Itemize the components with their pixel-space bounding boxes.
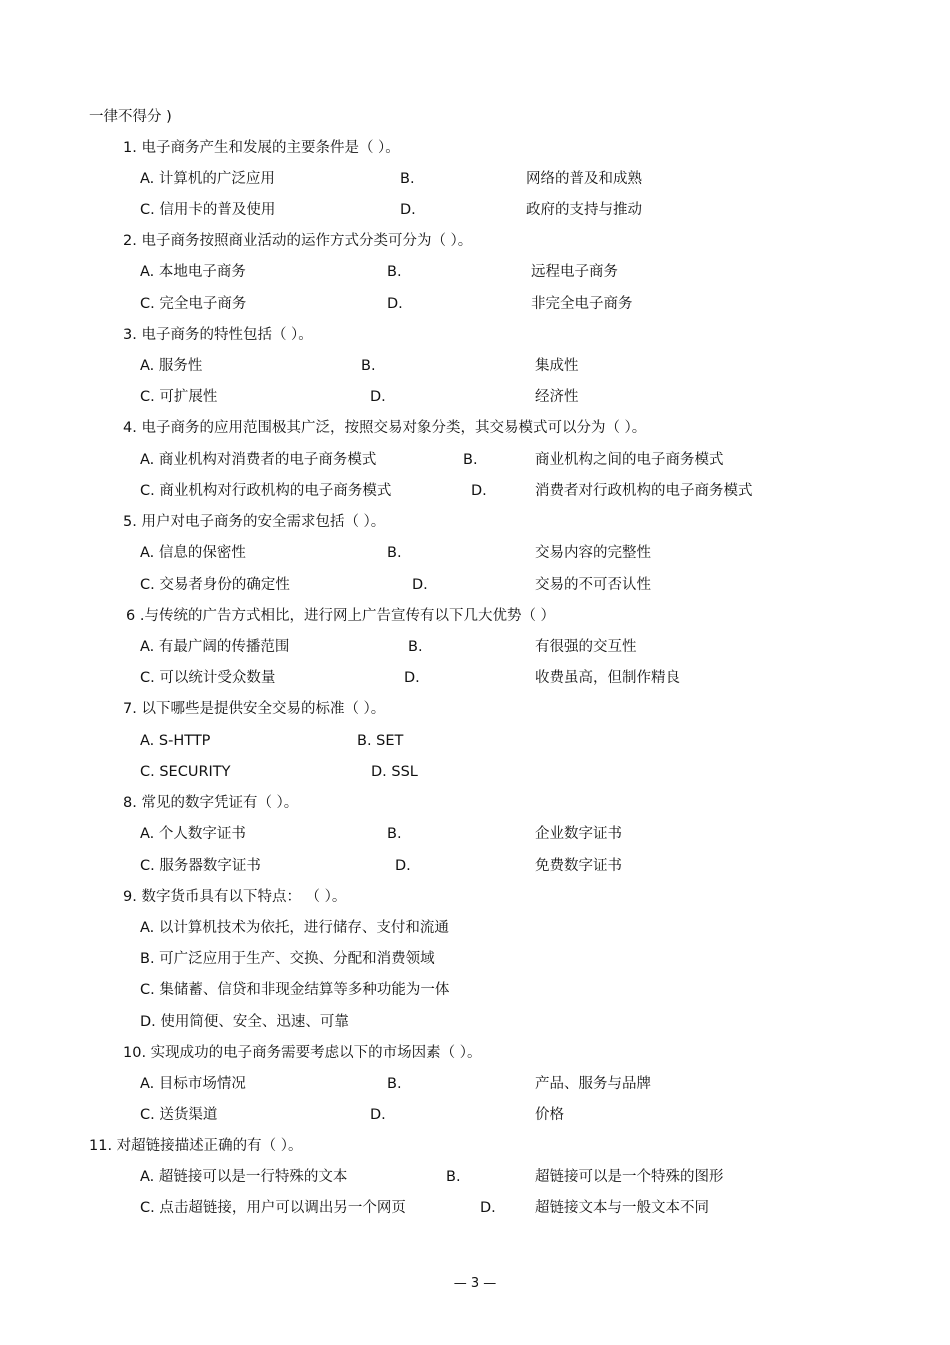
question-9-option-b: B. 可广泛应用于生产、交换、分配和消费领域 [140, 951, 435, 967]
question-2-option-a: A. 本地电子商务 [140, 264, 246, 280]
question-3-option-a: A. 服务性 [140, 358, 203, 374]
question-6-option-b-label: B. [408, 639, 423, 655]
question-8-option-d: 免费数字证书 [535, 858, 622, 874]
question-3-option-d: 经济性 [535, 389, 579, 405]
question-11-option-b-label: B. [446, 1169, 461, 1185]
question-3-option-b-label: B. [361, 358, 376, 374]
question-1-option-a: A. 计算机的广泛应用 [140, 171, 275, 187]
question-6-option-d: 收费虽高，但制作精良 [535, 670, 680, 686]
question-4-option-b-label: B. [463, 452, 478, 468]
question-2-option-d-label: D. [387, 296, 403, 312]
question-1-option-d-label: D. [400, 202, 416, 218]
question-2-option-d: 非完全电子商务 [531, 296, 633, 312]
question-7-option-c: C. SECURITY [140, 764, 231, 780]
question-5-stem: 5. 用户对电子商务的安全需求包括（ ）。 [123, 514, 386, 530]
question-6-stem: 6 .与传统的广告方式相比，进行网上广告宣传有以下几大优势（ ） [126, 608, 556, 624]
question-6-option-d-label: D. [404, 670, 420, 686]
question-11-option-d-label: D. [480, 1200, 496, 1216]
question-1-option-d: 政府的支持与推动 [526, 202, 642, 218]
question-5-option-c: C. 交易者身份的确定性 [140, 577, 290, 593]
question-5-option-a: A. 信息的保密性 [140, 545, 246, 561]
question-9-option-a: A. 以计算机技术为依托，进行储存、支付和流通 [140, 920, 449, 936]
question-7-stem: 7. 以下哪些是提供安全交易的标准（ ）。 [123, 701, 386, 717]
question-1-option-b: 网络的普及和成熟 [526, 171, 642, 187]
question-2-option-c: C. 完全电子商务 [140, 296, 247, 312]
question-8-option-b: 企业数字证书 [535, 826, 622, 842]
question-3-option-d-label: D. [370, 389, 386, 405]
question-8-option-c: C. 服务器数字证书 [140, 858, 261, 874]
question-1-option-b-label: B. [400, 171, 415, 187]
question-7-option-a: A. S-HTTP [140, 733, 211, 749]
question-11-option-c: C. 点击超链接，用户可以调出另一个网页 [140, 1200, 406, 1216]
question-6-option-a: A. 有最广阔的传播范围 [140, 639, 290, 655]
question-11-option-a: A. 超链接可以是一行特殊的文本 [140, 1169, 348, 1185]
question-1-option-c: C. 信用卡的普及使用 [140, 202, 276, 218]
question-11-option-d: 超链接文本与一般文本不同 [535, 1200, 709, 1216]
question-3-option-b: 集成性 [535, 358, 579, 374]
question-11-stem: 11. 对超链接描述正确的有（ ）。 [89, 1138, 303, 1154]
question-5-option-d-label: D. [412, 577, 428, 593]
question-5-option-d: 交易的不可否认性 [535, 577, 651, 593]
intro-line: 一律不得分 ) [89, 109, 172, 125]
question-4-option-d: 消费者对行政机构的电子商务模式 [535, 483, 753, 499]
question-9-option-d: D. 使用简便、安全、迅速、可靠 [140, 1014, 349, 1030]
question-3-option-c: C. 可扩展性 [140, 389, 218, 405]
question-2-option-b: 远程电子商务 [531, 264, 618, 280]
question-1-stem: 1. 电子商务产生和发展的主要条件是（ ）。 [123, 140, 400, 156]
question-5-option-b: 交易内容的完整性 [535, 545, 651, 561]
question-4-stem: 4. 电子商务的应用范围极其广泛，按照交易对象分类，其交易模式可以分为（ ）。 [123, 420, 647, 436]
question-2-option-b-label: B. [387, 264, 402, 280]
question-10-option-c: C. 送货渠道 [140, 1107, 218, 1123]
question-9-stem: 9. 数字货币具有以下特点： （ ）。 [123, 889, 347, 905]
question-10-option-a: A. 目标市场情况 [140, 1076, 246, 1092]
question-10-option-d-label: D. [370, 1107, 386, 1123]
question-10-option-b-label: B. [387, 1076, 402, 1092]
question-8-option-d-label: D. [395, 858, 411, 874]
question-9-option-c: C. 集储蓄、信贷和非现金结算等多种功能为一体 [140, 982, 450, 998]
question-8-option-a: A. 个人数字证书 [140, 826, 246, 842]
question-10-option-d: 价格 [535, 1107, 564, 1123]
question-6-option-b: 有很强的交互性 [535, 639, 637, 655]
question-10-stem: 10. 实现成功的电子商务需要考虑以下的市场因素（ ）。 [123, 1045, 482, 1061]
question-5-option-b-label: B. [387, 545, 402, 561]
question-8-option-b-label: B. [387, 826, 402, 842]
question-11-option-b: 超链接可以是一个特殊的图形 [535, 1169, 724, 1185]
question-4-option-d-label: D. [471, 483, 487, 499]
page-number: — 3 — [453, 1276, 497, 1291]
question-10-option-b: 产品、服务与品牌 [535, 1076, 651, 1092]
question-7-option-d: D. SSL [371, 764, 418, 780]
question-2-stem: 2. 电子商务按照商业活动的运作方式分类可分为（ ）。 [123, 233, 473, 249]
question-4-option-a: A. 商业机构对消费者的电子商务模式 [140, 452, 377, 468]
question-4-option-b: 商业机构之间的电子商务模式 [535, 452, 724, 468]
question-4-option-c: C. 商业机构对行政机构的电子商务模式 [140, 483, 392, 499]
question-7-option-b: B. SET [357, 733, 404, 749]
question-8-stem: 8. 常见的数字凭证有（ ）。 [123, 795, 299, 811]
question-3-stem: 3. 电子商务的特性包括（ ）。 [123, 327, 313, 343]
question-6-option-c: C. 可以统计受众数量 [140, 670, 276, 686]
